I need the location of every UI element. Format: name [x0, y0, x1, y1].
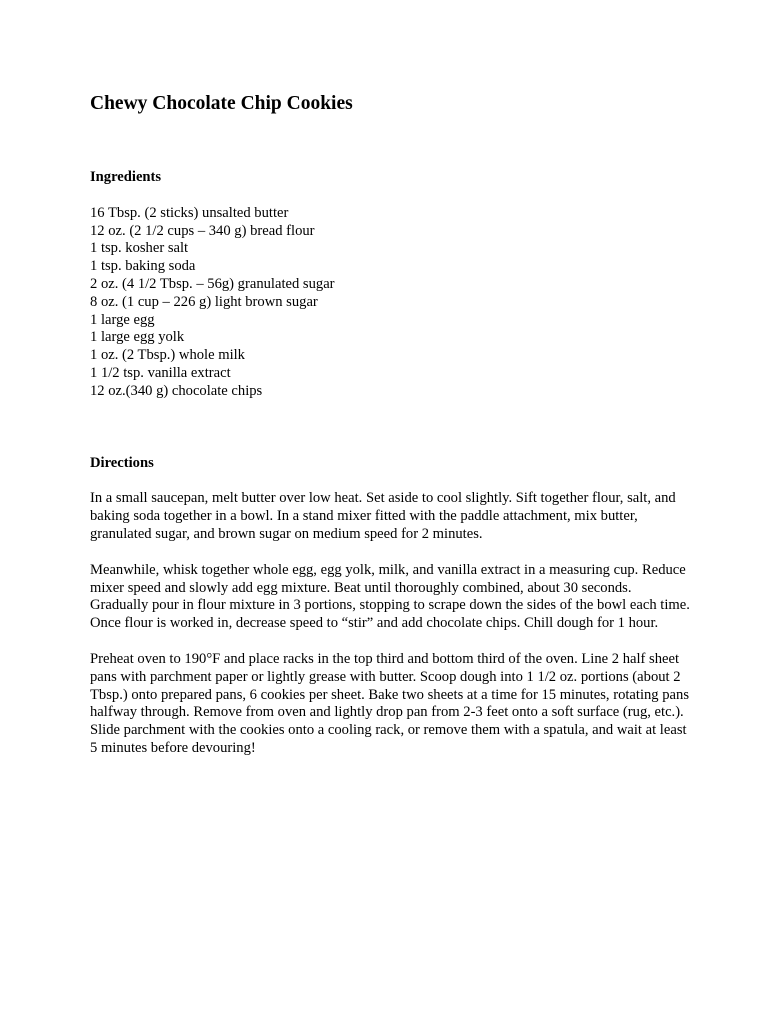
directions-heading: Directions [90, 454, 154, 471]
document-body [90, 92, 690, 758]
ingredient-item: 1 large egg [90, 311, 155, 328]
ingredient-item: 1 1/2 tsp. vanilla extract [90, 364, 231, 381]
ingredient-item: 2 oz. (4 1/2 Tbsp. – 56g) granulated sugar [90, 275, 335, 292]
ingredient-item: 1 tsp. baking soda [90, 258, 196, 275]
ingredient-item: 1 large egg yolk [90, 329, 185, 346]
ingredients-heading: Ingredients [90, 169, 162, 185]
directions-paragraph: Meanwhile, whisk together whole egg, egg yolk, milk, and vanilla extract in a measuring cup. Reduce mixer speed and slowly add egg mixture. Beat until thoroughly combined, about 30 seconds. Gradually pour in flour mixture in 3 portions, stopping to scrape down the sides of the bowl each time. Once flour is worked in, decrease speed to “stir” and add chocolate chips. Chill dough for 1 hour. [90, 561, 690, 632]
ingredient-item: 1 oz. (2 Tbsp.) whole milk [90, 347, 245, 364]
ingredient-item: 16 Tbsp. (2 sticks) unsalted butter [90, 204, 289, 221]
ingredient-item: 12 oz. (2 1/2 cups – 340 g) bread flour [90, 222, 315, 239]
directions-paragraph: Preheat oven to 190°F and place racks in the top third and bottom third of the oven. Line 2 half sheet pans with parchment paper or lightly grease with butter. Scoop dough into 1 1/2 oz. portions (about 2 Tbsp.) onto prepared pans, 6 cookies per sheet. Bake two sheets at a time for 15 minutes, rotating pans halfway through. Remove from oven and lightly drop pan from 2-3 feet onto a soft surface (rug, etc.). Slide parchment with the cookies onto a cooling rack, or remove them with a spatula, and wait at least 5 minutes before devouring! [90, 650, 689, 756]
ingredient-item: 1 tsp. kosher salt [90, 240, 189, 257]
ingredient-item: 8 oz. (1 cup – 226 g) light brown sugar [90, 293, 318, 310]
ingredients-list [90, 205, 690, 401]
ingredient-item: 12 oz.(340 g) chocolate chips [90, 382, 263, 399]
directions-paragraph: In a small saucepan, melt butter over low heat. Set aside to cool slightly. Sift together flour, salt, and baking soda together in a bowl. In a stand mixer fitted with the paddle attachment, mix butter, granulated sugar, and brown sugar on medium speed for 2 minutes. [90, 490, 676, 542]
document-title: Chewy Chocolate Chip Cookies [90, 93, 353, 114]
